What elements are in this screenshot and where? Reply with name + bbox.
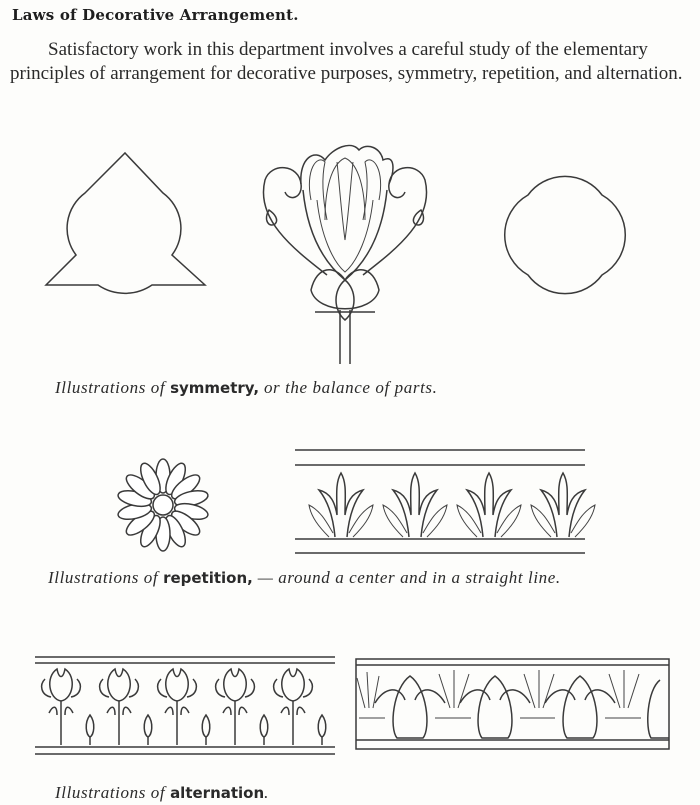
symmetry-quatrefoil-figure: [470, 145, 660, 335]
caption-repetition: [48, 568, 561, 588]
caption-alternation-tail: .: [264, 783, 270, 802]
caption-repetition-lead: Illustrations of: [48, 568, 164, 587]
repetition-border-figure: [295, 445, 585, 560]
alternation-lotus-border-figure: [35, 655, 335, 760]
symmetry-lotus-figure: [255, 140, 435, 365]
repetition-rosette-figure: [108, 450, 218, 560]
caption-repetition-tail: — around a center and in a straight line.: [252, 568, 561, 587]
caption-alternation: [55, 783, 269, 803]
symmetry-star-figure: [40, 145, 210, 335]
caption-symmetry-tail: or the balance of parts.: [259, 378, 438, 397]
caption-symmetry-lead: Illustrations of: [55, 378, 171, 397]
intro-paragraph: Satisfactory work in this department involves a careful study of the elementary principles of arrangement for decorative purposes, symmetry, repetition, and alternation.: [10, 39, 683, 84]
alternation-palm-border-figure: [355, 658, 670, 753]
caption-symmetry-keyword: symmetry,: [170, 379, 260, 397]
caption-alternation-lead: Illustrations of: [55, 783, 171, 802]
page-heading: Laws of Decorative Arrangement.: [12, 6, 299, 24]
caption-symmetry: [55, 378, 437, 398]
caption-alternation-keyword: alternation: [170, 784, 265, 802]
caption-repetition-keyword: repetition,: [163, 569, 253, 587]
